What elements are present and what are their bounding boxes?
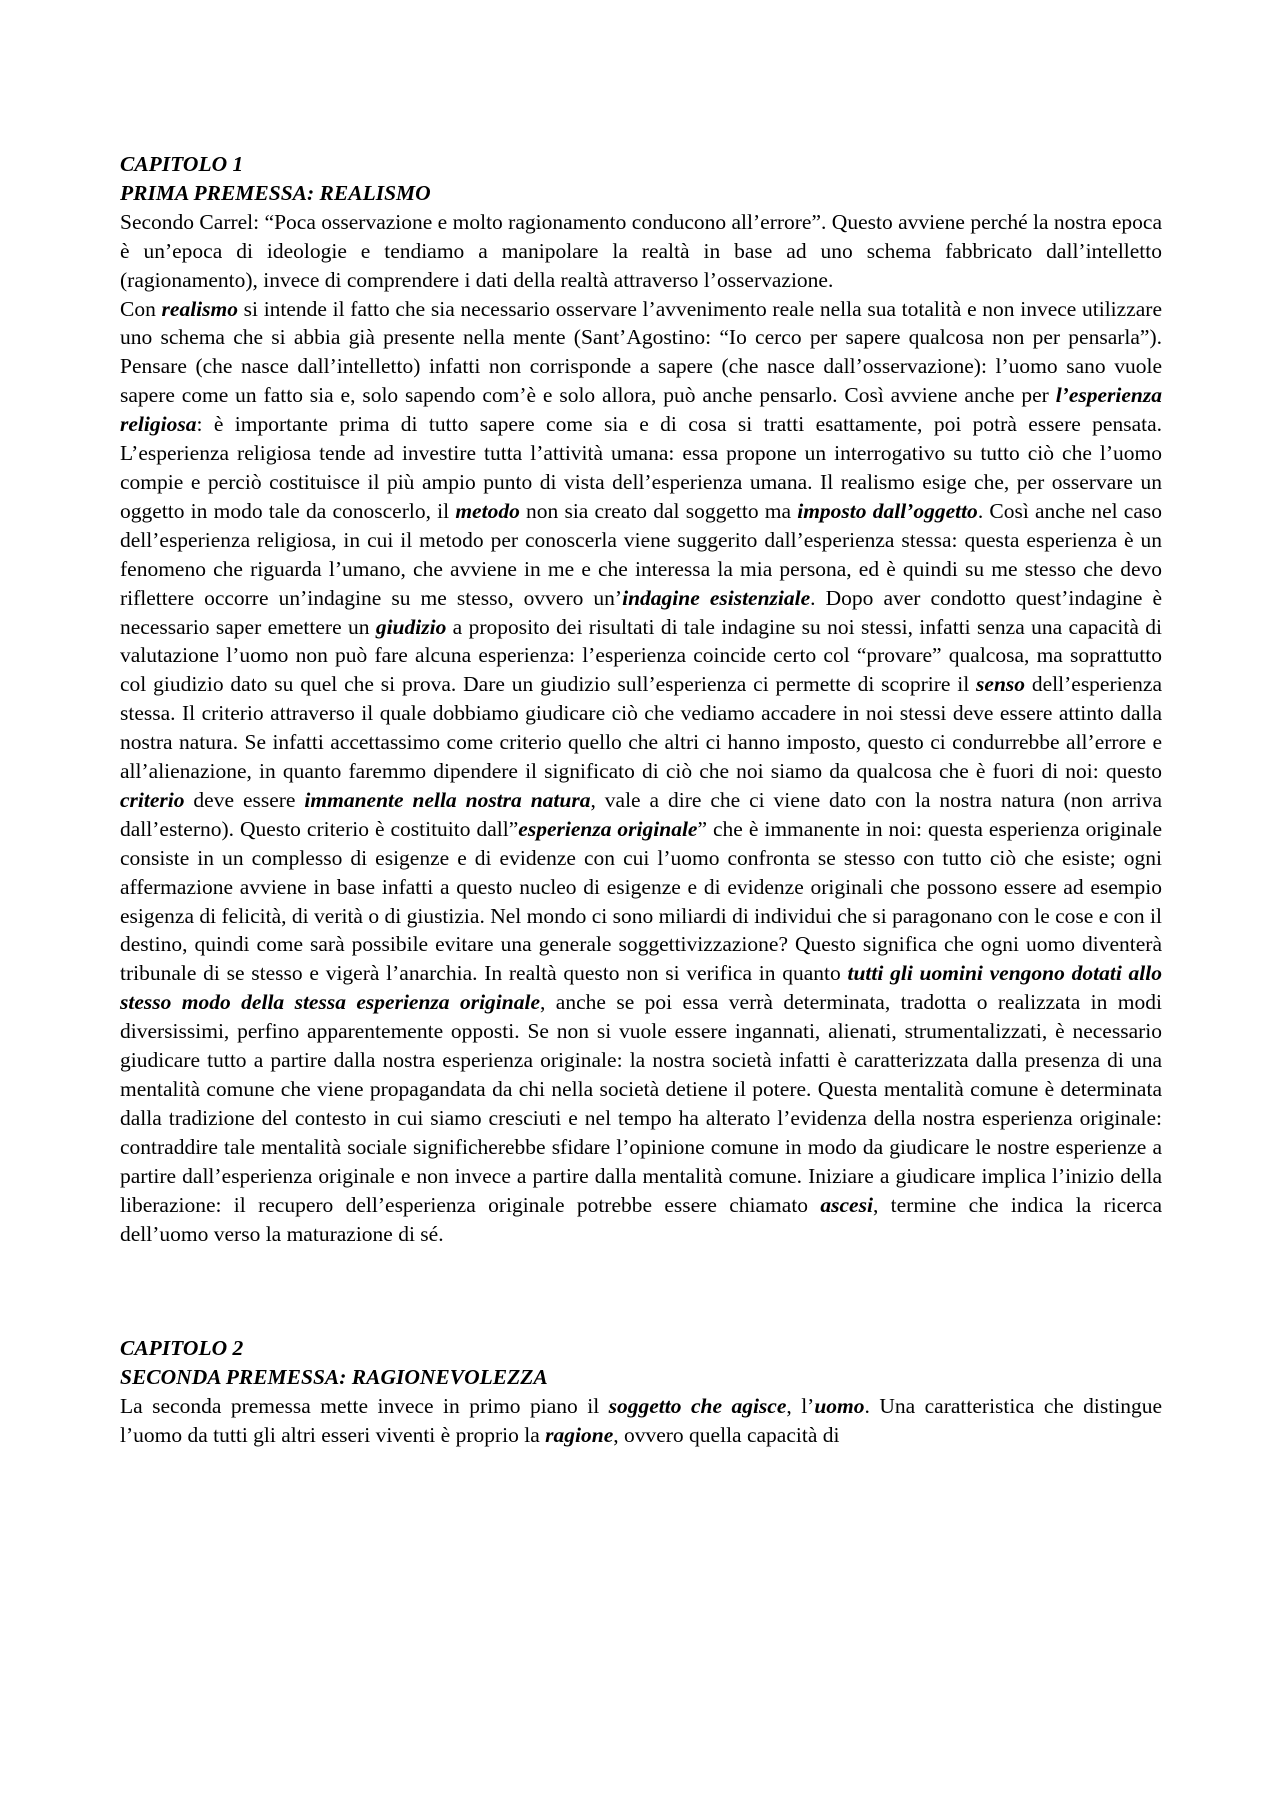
emphasized-term: realismo bbox=[161, 296, 238, 321]
chapter-2 bbox=[120, 1334, 1162, 1450]
document-page bbox=[120, 150, 1162, 1450]
text-run: Con bbox=[120, 296, 162, 321]
text-run: , anche se poi essa verrà determinata, tradotta o realizzata in modi diversissimi, perfino apparentemente opposti. Se non si vuole essere ingannati, alienati, strumentalizzati, è necessario giudicare tutto a partire dalla nostra esperienza originale: la nostra società infatti è caratterizzata dalla presenza di una mentalità comune che viene propagandata da chi nella società detiene il potere. Questa mentalità comune è determinata dalla tradizione del contesto in cui siamo cresciuti e nel tempo ha alterato l’evidenza della nostra esperienza originale: contraddire tale mentalità sociale significherebbe sfidare l’opinione comune in modo da giudicare le nostre esperienze a partire dall’esperienza originale e non invece a partire dalla mentalità comune. Iniziare a giudicare implica l’inizio della liberazione: il recupero dell’esperienza originale potrebbe essere chiamato bbox=[120, 990, 1162, 1217]
chapter-2-number: CAPITOLO 2 bbox=[120, 1336, 244, 1361]
chapter-2-title: SECONDA PREMESSA: RAGIONEVOLEZZA bbox=[120, 1365, 548, 1390]
chapter-1-number: CAPITOLO 1 bbox=[120, 152, 244, 176]
emphasized-term: indagine esistenziale bbox=[622, 585, 811, 610]
text-run: dell’esperienza stessa. Il criterio attraverso il quale dobbiamo giudicare ciò che vediamo accadere in noi stessi deve essere attinto dalla nostra natura. Se infatti accettassimo come criterio quello che altri ci hanno imposto, questo ci condurrebbe all’errore e all’alienazione, in quanto faremmo dipendere il significato di ciò che noi siamo da qualcosa che è fuori di noi: questo bbox=[120, 672, 1162, 784]
text-run: ” che è immanente in noi: questa esperienza originale consiste in un complesso di esigenze e di evidenze con cui l’uomo confronta se stesso con tutto ciò che esiste; ogni affermazione avviene in base infatti a questo nucleo di esigenze e di evidenze originali che possono essere ad esempio esigenza di felicità, di verità o di giustizia. Nel mondo ci sono miliardi di individui che si paragonano con le cose e con il destino, quindi come sarà possibile evitare una generale soggettivizzazione? Questo significa che ogni uomo diventerà tribunale di se stesso e vigerà l’anarchia. In realtà questo non si verifica in quanto bbox=[120, 816, 1163, 986]
text-run: La seconda premessa mette invece in primo piano il bbox=[120, 1394, 609, 1419]
text-run: . Una caratteristica che distingue l’uomo da tutti gli altri esseri viventi è proprio la bbox=[120, 1394, 1163, 1448]
text-run: , vale a dire che ci viene dato con la nostra natura (non arriva dall’esterno). Questo criterio è costituito dall” bbox=[120, 787, 1163, 841]
emphasized-term: esperienza originale bbox=[518, 816, 698, 841]
text-run: . Così anche nel caso dell’esperienza religiosa, in cui il metodo per conoscerla viene suggerito dall’esperienza stessa: questa esperienza è un fenomeno che riguarda l’umano, che avviene in me e che interessa la mia persona, ed è quindi su me stesso che devo riflettere occorre un’indagine su me stesso, ovvero un’ bbox=[120, 498, 1162, 610]
emphasized-term: imposto dall’oggetto bbox=[797, 498, 978, 523]
emphasized-term: criterio bbox=[120, 787, 185, 812]
text-run: , l’ bbox=[786, 1394, 815, 1419]
chapter-2-paragraph-1 bbox=[120, 1392, 1162, 1450]
emphasized-term: metodo bbox=[455, 498, 520, 523]
text-run: non sia creato dal soggetto ma bbox=[519, 498, 798, 523]
text-run: deve essere bbox=[184, 787, 305, 812]
chapter-1-title: PRIMA PREMESSA: REALISMO bbox=[120, 180, 431, 205]
chapter-1-paragraph-1: Secondo Carrel: “Poca osservazione e molto ragionamento conducono all’errore”. Questo avviene perché la nostra epoca è un’epoca di ideologie e tendiamo a manipolare la realtà in base ad uno schema fabbricato dall’intelletto (ragionamento), invece di comprendere i dati della realtà attraverso l’osservazione. bbox=[120, 209, 1162, 292]
text-run: , termine che indica la ricerca dell’uomo verso la maturazione di sé. bbox=[120, 1192, 1163, 1246]
emphasized-term: senso bbox=[976, 672, 1026, 697]
text-run: si intende il fatto che sia necessario osservare l’avvenimento reale nella sua totalità e non invece utilizzare uno schema che si abbia già presente nella mente (Sant’Agostino: “Io cerco per sapere qualcosa non per pensarla”). Pensare (che nasce dall’intelletto) infatti non corrisponde a sapere (che nasce dall’osservazione): l’uomo sano vuole sapere come un fatto sia e, solo sapendo com’è e solo allora, può anche pensarlo. Così avviene anche per bbox=[120, 296, 1162, 408]
emphasized-term: ascesi bbox=[820, 1192, 873, 1217]
text-run: a proposito dei risultati di tale indagine su noi stessi, infatti senza una capacità di valutazione l’uomo non può fare alcuna esperienza: l’esperienza coincide certo col “provare” qualcosa, ma soprattutto col giudizio dato su quel che si prova. Dare un giudizio sull’esperienza ci permette di scoprire il bbox=[120, 614, 1162, 697]
emphasized-term: ragione bbox=[545, 1423, 614, 1448]
emphasized-term: tutti gli uomini vengono dotati allo stesso modo della stessa esperienza originale bbox=[120, 961, 1162, 1015]
emphasized-term: uomo bbox=[814, 1394, 865, 1419]
text-run: . Dopo aver condotto quest’indagine è necessario saper emettere un bbox=[120, 585, 1162, 639]
text-run: : è importante prima di tutto sapere come sia e di cosa si tratti esattamente, poi potrà essere pensata. L’esperienza religiosa tende ad investire tutta l’attività umana: essa propone un interrogativo su tutto ciò che l’uomo compie e perciò costituisce il più ampio punto di vista dell’esperienza umana. Il realismo esige che, per osservare un oggetto in modo tale da conoscerlo, il bbox=[120, 412, 1162, 523]
emphasized-term: l’esperienza religiosa bbox=[120, 383, 1162, 437]
emphasized-term: immanente nella nostra natura bbox=[304, 787, 591, 812]
text-run: , ovvero quella capacità di bbox=[613, 1423, 840, 1448]
chapter-1-paragraph-2 bbox=[120, 295, 1162, 1249]
emphasized-term: giudizio bbox=[375, 614, 447, 639]
emphasized-term: soggetto che agisce bbox=[608, 1394, 787, 1419]
chapter-1 bbox=[120, 150, 1162, 1248]
